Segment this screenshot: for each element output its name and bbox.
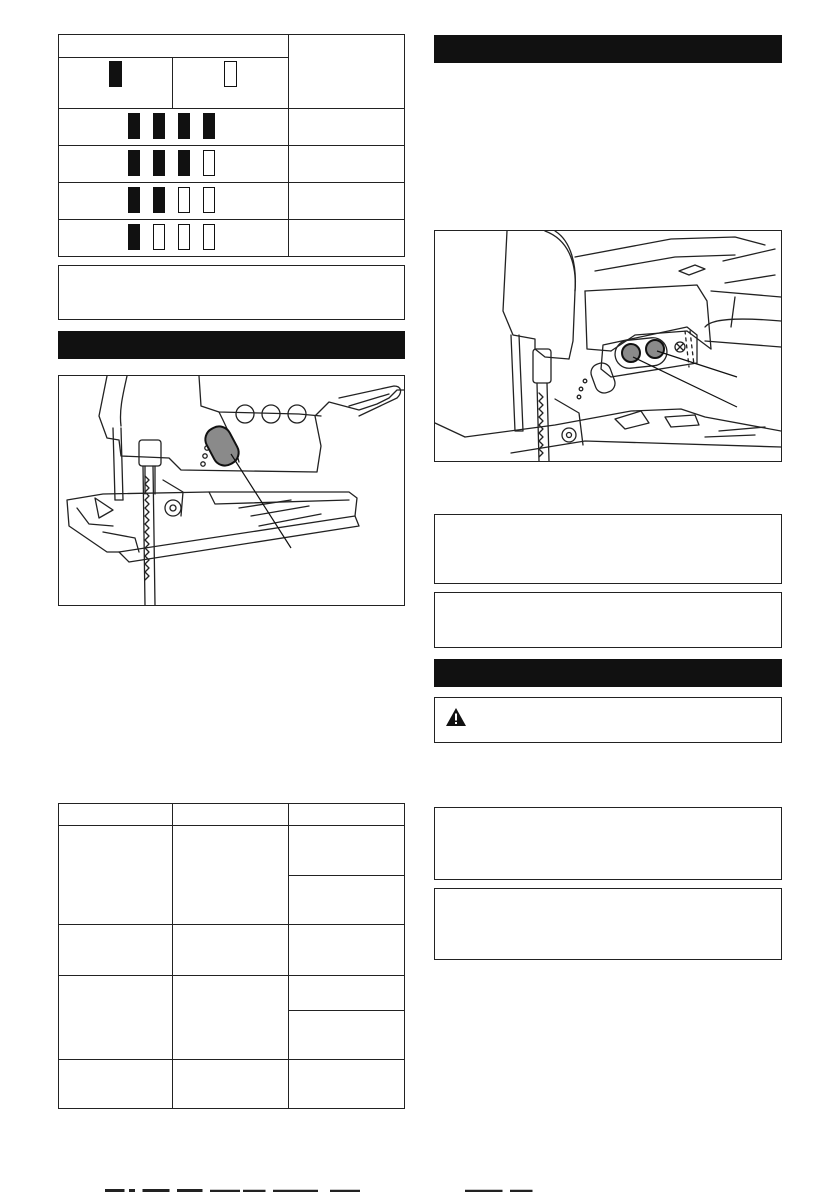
- note-box: [434, 888, 782, 960]
- lamp-lit: [128, 187, 140, 213]
- lamp-lit: [178, 113, 190, 139]
- section-heading-bar: [58, 331, 405, 359]
- cropped-footer-line: [0, 1186, 840, 1192]
- lamp-off-legend: [224, 61, 237, 87]
- table-divider: [172, 57, 173, 108]
- table-divider: [288, 1010, 405, 1011]
- lamp-off: [178, 187, 190, 213]
- table-divider: [58, 975, 405, 976]
- caution-box: [434, 697, 782, 743]
- lamp-off: [178, 224, 190, 250]
- section-heading-bar: [434, 35, 782, 63]
- lamp-off: [203, 187, 215, 213]
- jigsaw-illustration: [59, 376, 404, 605]
- table-divider: [172, 803, 173, 1109]
- jigsaw-illustration: [435, 231, 781, 461]
- table-divider: [288, 875, 405, 876]
- table-divider: [58, 57, 288, 58]
- lamp-lit: [178, 150, 190, 176]
- table-divider: [58, 182, 405, 183]
- table-divider: [58, 924, 405, 925]
- lamp-lit: [153, 150, 165, 176]
- note-box: [434, 592, 782, 648]
- table-divider: [58, 145, 405, 146]
- table-divider: [58, 1059, 405, 1060]
- note-box: [58, 265, 405, 320]
- lamp-lit: [128, 150, 140, 176]
- lamp-off: [203, 224, 215, 250]
- figure-jigsaw-lock-button: [58, 375, 405, 606]
- lamp-off: [203, 150, 215, 176]
- lamp-lit-legend: [109, 61, 122, 87]
- figure-jigsaw-speed-buttons: [434, 230, 782, 462]
- lamp-lit: [128, 224, 140, 250]
- warning-triangle-icon: [445, 707, 467, 727]
- lamp-off: [153, 224, 165, 250]
- table-divider: [288, 803, 289, 1109]
- table-divider: [58, 825, 405, 826]
- table-divider: [58, 219, 405, 220]
- lamp-lit: [153, 113, 165, 139]
- lamp-lit: [128, 113, 140, 139]
- lamp-lit: [203, 113, 215, 139]
- note-box: [434, 807, 782, 880]
- table-divider: [58, 108, 405, 109]
- lamp-lit: [153, 187, 165, 213]
- note-box: [434, 514, 782, 584]
- section-heading-bar: [434, 659, 782, 687]
- speed-table: [58, 803, 405, 1109]
